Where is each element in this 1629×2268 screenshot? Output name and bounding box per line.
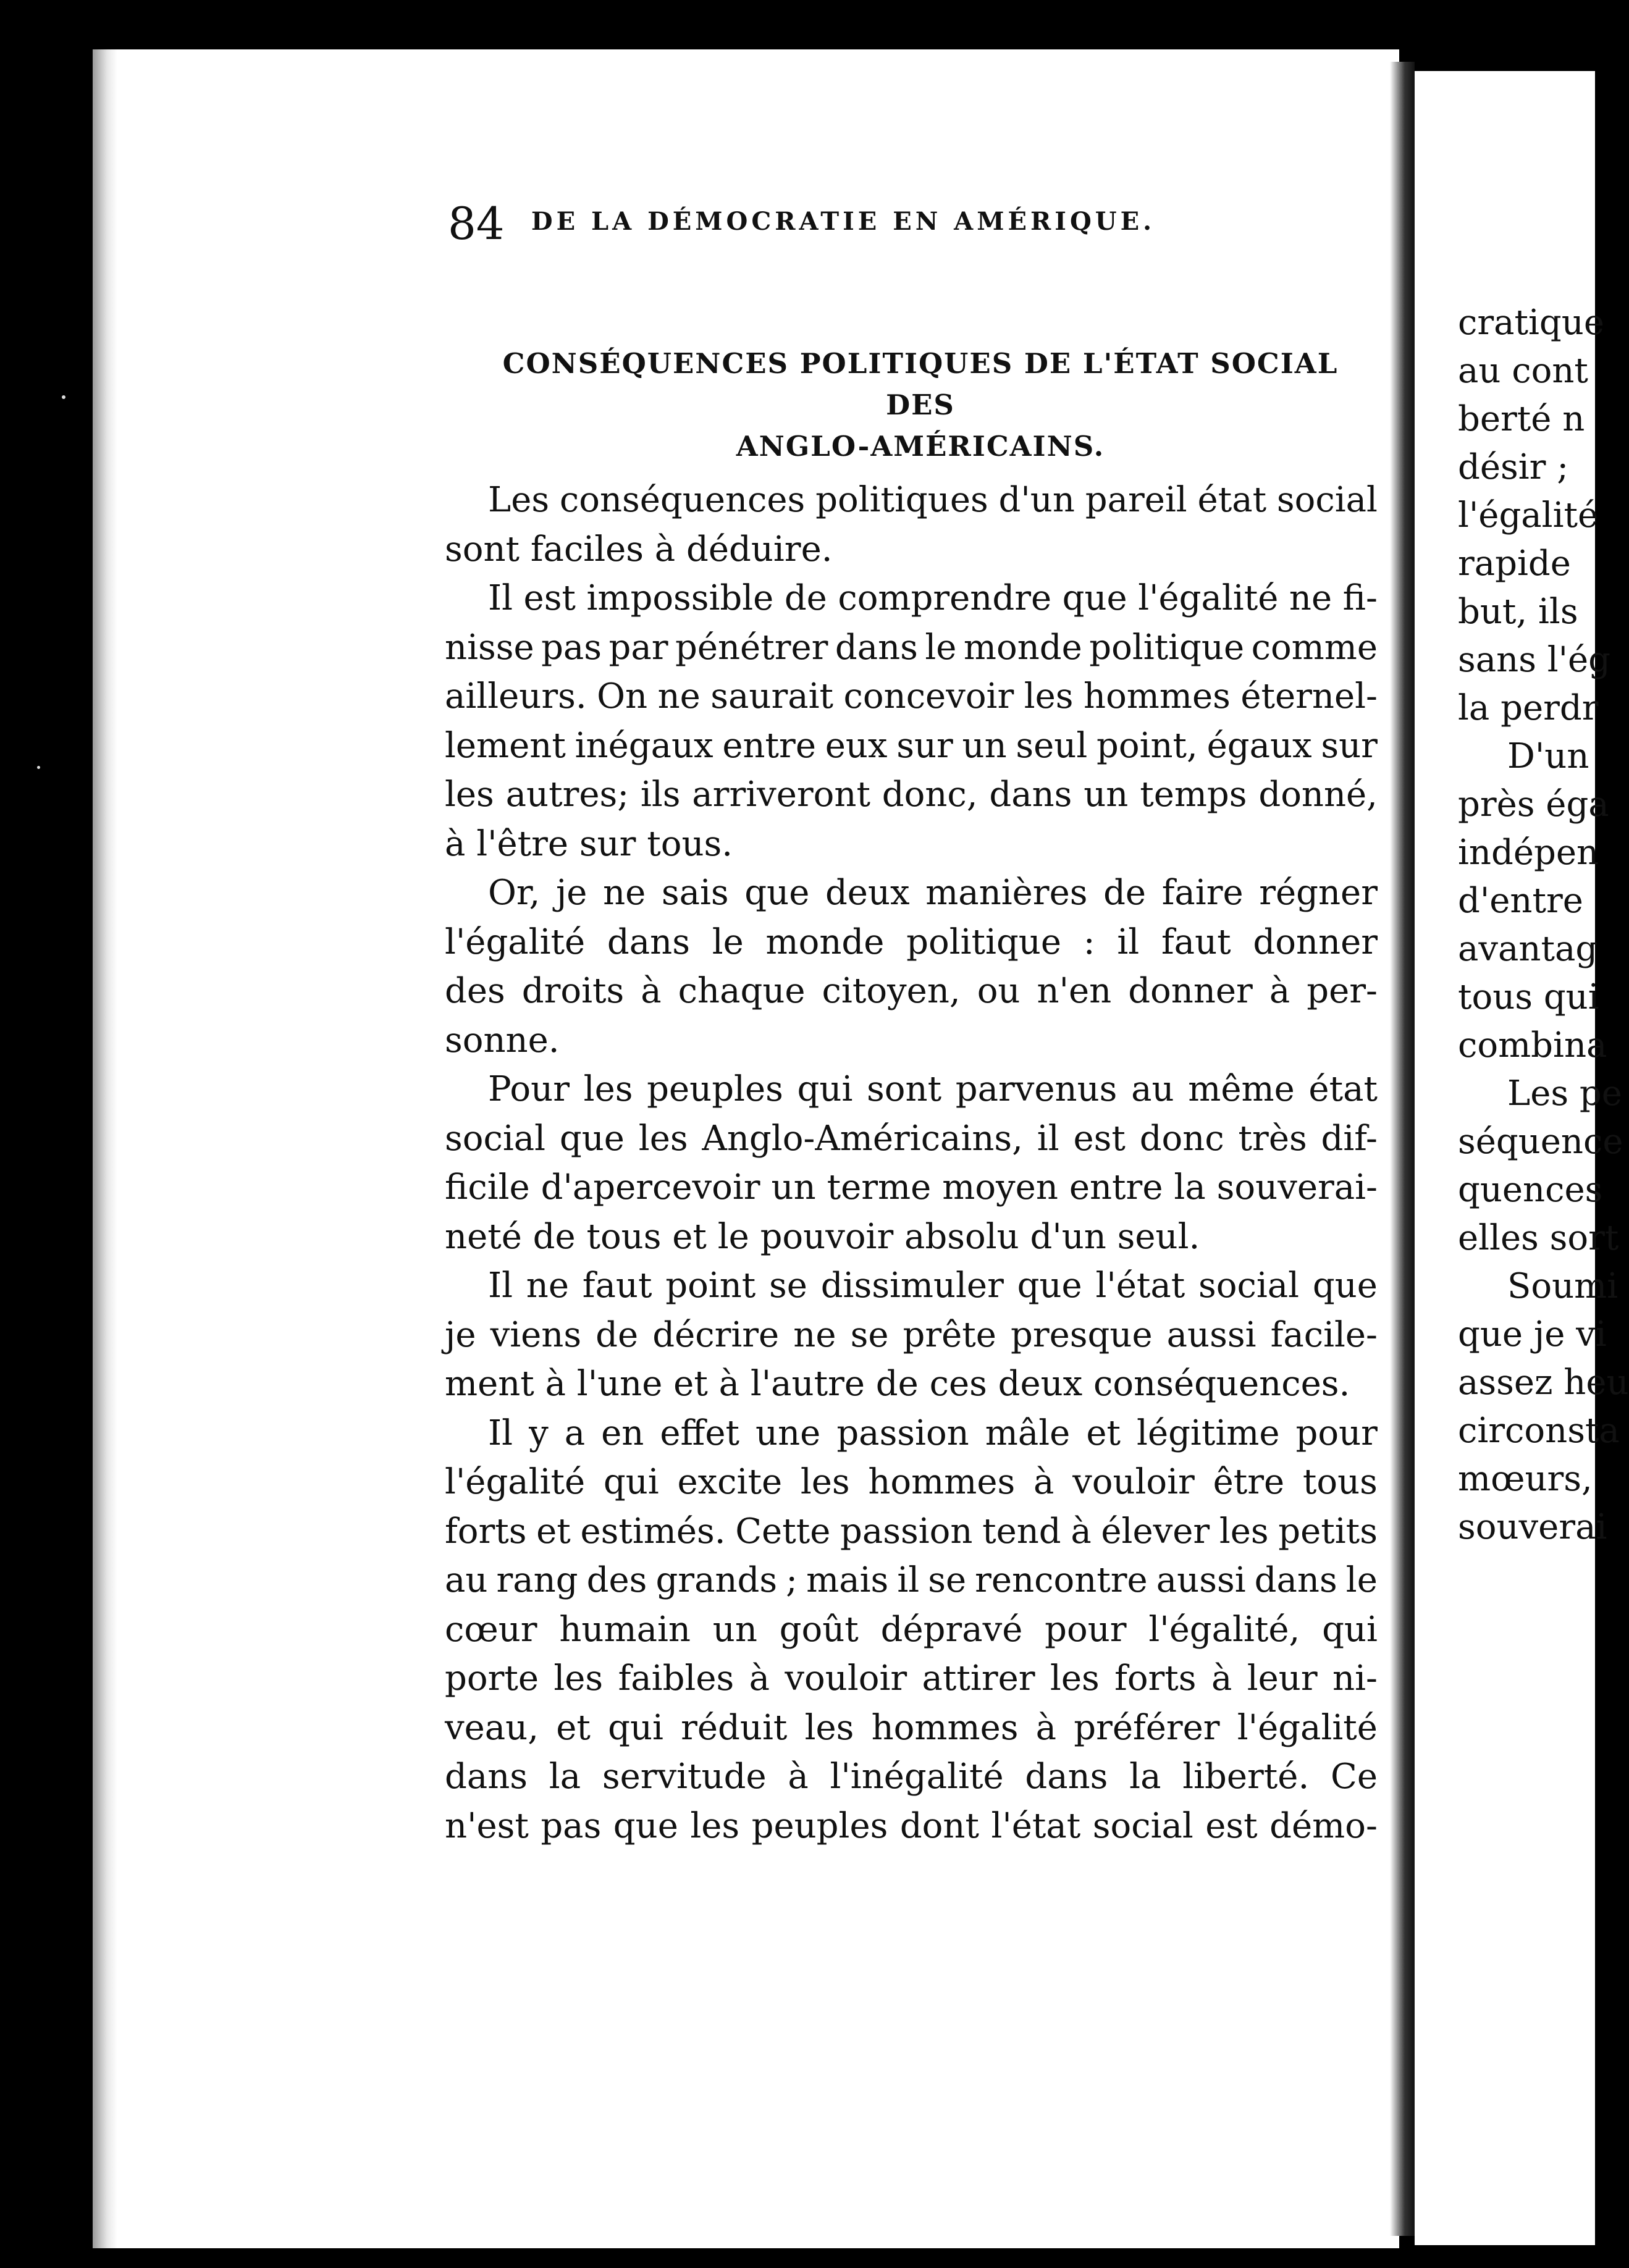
word: l'égalité <box>445 922 586 962</box>
word: ne <box>603 873 646 913</box>
word: qui <box>603 1462 659 1502</box>
text-line <box>445 1409 1378 1458</box>
word: élever <box>1101 1511 1210 1552</box>
word: droits <box>521 971 625 1011</box>
text-line: cratique <box>1458 303 1604 343</box>
word: à <box>788 1757 809 1797</box>
word: prête <box>903 1314 996 1355</box>
word: mâle <box>985 1413 1071 1453</box>
text-line: berté n <box>1458 399 1585 439</box>
word: état <box>1197 480 1267 520</box>
section-title-line: ANGLO-AMÉRICAINS. <box>736 430 1105 463</box>
word: manières <box>925 873 1088 913</box>
word: ou <box>977 971 1021 1011</box>
word: comprendre <box>838 578 1052 618</box>
section-title <box>494 343 1347 467</box>
word: social <box>1276 480 1378 520</box>
word: et <box>1086 1413 1121 1453</box>
word: citoyen, <box>822 971 961 1011</box>
word: servitude <box>602 1757 767 1797</box>
word: rang <box>496 1560 578 1600</box>
word: réduit <box>681 1707 788 1748</box>
word: dans <box>445 1757 528 1797</box>
word: saurait <box>710 676 834 716</box>
word: démo- <box>1269 1805 1378 1846</box>
text-line <box>445 1311 1378 1360</box>
text-line <box>445 967 1378 1016</box>
word: de <box>1103 873 1147 913</box>
word: des <box>586 1560 647 1600</box>
word: lement <box>445 725 566 766</box>
word: a <box>564 1413 586 1453</box>
word: social <box>1198 1266 1300 1306</box>
word: aussi <box>1156 1560 1246 1600</box>
word: impossible <box>586 578 774 618</box>
word: humain <box>559 1609 691 1650</box>
text-line <box>445 1507 1378 1556</box>
word: conséquences <box>559 480 806 520</box>
word: dif- <box>1321 1118 1378 1159</box>
word: Ce <box>1331 1757 1378 1797</box>
word: régner <box>1259 873 1378 913</box>
text-line <box>445 1802 1378 1851</box>
text-line <box>445 1163 1378 1212</box>
word: à <box>1033 1462 1054 1502</box>
text-line: sans l'ég <box>1458 640 1611 680</box>
word: ils <box>640 775 681 815</box>
word: dépravé <box>880 1609 1023 1650</box>
word: à <box>749 1658 770 1699</box>
word: ne <box>526 1266 570 1306</box>
text-line <box>445 770 1378 820</box>
word: donné, <box>1258 775 1378 815</box>
word: éternel- <box>1240 676 1378 716</box>
word: comme <box>1251 627 1378 668</box>
word: ne <box>657 676 701 716</box>
word: ; <box>786 1560 798 1600</box>
word: à <box>641 971 662 1011</box>
word: au <box>445 1560 488 1600</box>
word: la <box>1129 1757 1161 1797</box>
text-line <box>445 721 1378 771</box>
word: pas <box>541 1805 602 1846</box>
word: n'est <box>445 1805 529 1846</box>
book-gutter <box>1390 62 1415 2236</box>
word: ficile <box>445 1167 530 1208</box>
text-line: la perdr <box>1458 688 1599 728</box>
text-line: sont faciles à déduire. <box>445 529 833 569</box>
text-line <box>445 1752 1378 1802</box>
word: les <box>1050 1658 1100 1699</box>
word: ailleurs. <box>445 676 587 716</box>
word: point <box>665 1266 756 1306</box>
word: que <box>559 1118 625 1159</box>
word: il <box>1117 922 1140 962</box>
text-line: au cont <box>1458 351 1588 391</box>
word: vouloir <box>1072 1462 1195 1502</box>
word: moyen <box>942 1167 1058 1208</box>
word: l'égalité, <box>1148 1609 1300 1650</box>
word: pas <box>541 627 602 668</box>
word: eux <box>825 725 888 766</box>
page-number: 84 <box>448 198 505 250</box>
word: social <box>445 1118 546 1159</box>
word: sais <box>661 873 729 913</box>
word: On <box>597 676 648 716</box>
text-line: tous qui <box>1458 977 1599 1017</box>
word: point, <box>1097 725 1198 766</box>
word: faibles <box>618 1658 735 1699</box>
word: l'égalité <box>445 1462 586 1502</box>
word: liberté. <box>1182 1757 1310 1797</box>
text-line: désir ; <box>1458 447 1569 487</box>
word: pour <box>1045 1609 1127 1650</box>
section-title-line: CONSÉQUENCES POLITIQUES DE L'ÉTAT SOCIAL DES <box>502 347 1339 421</box>
word: ne <box>1289 578 1332 618</box>
word: un <box>962 725 1007 766</box>
word: les <box>690 1805 740 1846</box>
word: monde <box>765 922 885 962</box>
word: cœur <box>445 1609 537 1650</box>
word: passion <box>840 1511 973 1552</box>
text-line: quences <box>1458 1170 1603 1210</box>
word: Or, <box>488 873 541 913</box>
word: faire <box>1161 873 1244 913</box>
dust-speck <box>37 766 40 769</box>
word: à <box>1269 971 1290 1011</box>
text-line: Les pe <box>1507 1073 1622 1114</box>
word: attirer <box>922 1658 1035 1699</box>
word: préférer <box>1074 1707 1220 1748</box>
text-line <box>445 1605 1378 1655</box>
word: hommes <box>871 1707 1019 1748</box>
text-line <box>445 1065 1378 1114</box>
text-line: l'égalité <box>1458 495 1599 536</box>
word: mais <box>806 1560 889 1600</box>
word: leur <box>1247 1658 1318 1699</box>
word: concevoir <box>843 676 1014 716</box>
word: qui <box>1322 1609 1378 1650</box>
word: il <box>1037 1118 1059 1159</box>
word: se <box>928 1560 967 1600</box>
word: dont <box>899 1805 979 1846</box>
text-line: combina <box>1458 1025 1607 1065</box>
text-line: Soumi <box>1507 1266 1618 1306</box>
word: forts <box>1114 1658 1197 1699</box>
word: à <box>1211 1658 1232 1699</box>
text-line: près éga <box>1458 784 1609 825</box>
word: politique <box>1089 627 1245 668</box>
word: les <box>804 1707 854 1748</box>
word: les <box>554 1658 604 1699</box>
word: sur <box>1321 725 1378 766</box>
word: Les <box>488 480 550 520</box>
text-line <box>445 574 1378 623</box>
word: estimés. <box>580 1511 726 1552</box>
word: petits <box>1278 1511 1378 1552</box>
word: que <box>613 1805 678 1846</box>
word: donc, <box>882 775 978 815</box>
word: seul <box>1016 725 1088 766</box>
text-line <box>445 918 1378 967</box>
word: autres; <box>505 775 629 815</box>
word: tous <box>1302 1462 1378 1502</box>
text-line <box>445 1261 1378 1311</box>
word: chaque <box>678 971 806 1011</box>
word: par <box>608 627 668 668</box>
word: même <box>1188 1069 1295 1109</box>
word: inégaux <box>575 725 713 766</box>
word: d'un <box>998 480 1075 520</box>
word: aussi <box>1166 1314 1256 1355</box>
word: faut <box>582 1266 652 1306</box>
text-line <box>445 476 1378 525</box>
word: de <box>596 1314 639 1355</box>
word: dans <box>1254 1560 1337 1600</box>
word: se <box>850 1314 889 1355</box>
word: grands <box>655 1560 778 1600</box>
word: per- <box>1307 971 1378 1011</box>
word: décrire <box>652 1314 780 1355</box>
word: être <box>1213 1462 1285 1502</box>
word: en <box>601 1413 644 1453</box>
text-line <box>445 1703 1378 1753</box>
text-line: à l'être sur tous. <box>445 823 733 864</box>
word: viens <box>490 1314 582 1355</box>
word: la <box>549 1757 581 1797</box>
word: forts <box>445 1511 527 1552</box>
word: porte <box>445 1658 539 1699</box>
right-page-partial <box>1415 71 1629 2245</box>
word: les <box>1219 1511 1269 1552</box>
word: passion <box>836 1413 969 1453</box>
text-line <box>445 1458 1378 1507</box>
text-line <box>445 672 1378 721</box>
word: le <box>712 922 744 962</box>
word: n'en <box>1037 971 1112 1011</box>
word: que <box>1312 1266 1378 1306</box>
word: goût <box>779 1609 859 1650</box>
word: faut <box>1161 922 1231 962</box>
word: l'égalité <box>1237 1707 1378 1748</box>
text-line <box>445 1654 1378 1703</box>
text-line: but, ils <box>1458 592 1578 632</box>
word: ne <box>793 1314 836 1355</box>
word: effet <box>660 1413 739 1453</box>
word: les <box>445 775 494 815</box>
word: état <box>1308 1069 1378 1109</box>
word: sont <box>867 1069 942 1109</box>
word: vouloir <box>785 1658 907 1699</box>
text-line: elles sort <box>1458 1218 1619 1258</box>
word: excite <box>677 1462 783 1502</box>
word: un <box>1084 775 1129 815</box>
text-line <box>445 868 1378 918</box>
text-line: souverai <box>1458 1507 1607 1547</box>
text-line: indépen <box>1458 833 1599 873</box>
text-line: avantag <box>1458 929 1598 969</box>
word: dans <box>1025 1757 1108 1797</box>
word: se <box>769 1266 807 1306</box>
word: que <box>1017 1266 1082 1306</box>
word: est <box>523 578 576 618</box>
word: entre <box>722 725 816 766</box>
word: les <box>800 1462 850 1502</box>
word: social <box>1092 1805 1193 1846</box>
word: Anglo-Américains, <box>702 1118 1023 1159</box>
word: pareil <box>1085 480 1187 520</box>
word: y <box>529 1413 549 1453</box>
running-head: DE LA DÉMOCRATIE EN AMÉRIQUE. <box>531 207 1156 236</box>
word: temps <box>1140 775 1247 815</box>
text-line: séquence <box>1458 1122 1623 1162</box>
word: très <box>1238 1118 1307 1159</box>
word: les <box>583 1069 633 1109</box>
word: est <box>1073 1118 1126 1159</box>
word: que <box>1062 578 1127 618</box>
text-line: ment à l'une et à l'autre de ces deux conséquences. <box>445 1364 1350 1404</box>
word: à <box>1071 1511 1092 1552</box>
word: la <box>1174 1167 1206 1208</box>
word: souverai- <box>1216 1167 1378 1208</box>
text-line <box>445 623 1378 673</box>
text-line: rapide <box>1458 544 1571 584</box>
word: dans <box>989 775 1072 815</box>
word: pour <box>1295 1413 1378 1453</box>
word: au <box>1131 1069 1174 1109</box>
word: hommes <box>868 1462 1016 1502</box>
word: monde <box>963 627 1082 668</box>
word: ni- <box>1332 1658 1378 1699</box>
word: : <box>1083 922 1095 962</box>
word: fi- <box>1342 578 1378 618</box>
word: peuples <box>751 1805 888 1846</box>
text-line: mœurs, <box>1458 1459 1593 1499</box>
word: veau, <box>445 1707 539 1748</box>
word: pénétrer <box>675 627 828 668</box>
word: l'inégalité <box>830 1757 1004 1797</box>
body-text <box>445 476 1378 1850</box>
word: arriveront <box>692 775 870 815</box>
word: dans <box>607 922 690 962</box>
word: politique <box>906 922 1061 962</box>
word: des <box>445 971 505 1011</box>
word: facile- <box>1270 1314 1378 1355</box>
word: Pour <box>488 1069 570 1109</box>
page-edge-shadow <box>93 49 117 2248</box>
word: je <box>445 1314 476 1355</box>
word: Il <box>488 1266 513 1306</box>
text-line <box>445 1556 1378 1605</box>
word: politiques <box>815 480 988 520</box>
word: je <box>555 873 587 913</box>
word: hommes <box>1084 676 1231 716</box>
word: une <box>756 1413 821 1453</box>
word: il <box>897 1560 920 1600</box>
text-line: D'un <box>1507 736 1589 776</box>
word: qui <box>797 1069 853 1109</box>
word: nisse <box>445 627 534 668</box>
text-line: que je vi <box>1458 1314 1607 1354</box>
word: l'état <box>1095 1266 1185 1306</box>
word: donc <box>1139 1118 1224 1159</box>
word: Il <box>488 578 513 618</box>
text-line: d'entre <box>1458 881 1583 921</box>
word: peuples <box>647 1069 783 1109</box>
word: légitime <box>1137 1413 1280 1453</box>
word: dissimuler <box>820 1266 1004 1306</box>
word: donner <box>1253 922 1378 962</box>
word: dans <box>835 627 918 668</box>
word: un <box>712 1609 757 1650</box>
word: que <box>744 873 810 913</box>
word: deux <box>825 873 910 913</box>
word: égaux <box>1206 725 1312 766</box>
word: qui <box>608 1707 663 1748</box>
word: le <box>1345 1560 1378 1600</box>
word: d'apercevoir <box>541 1167 760 1208</box>
text-line: assez heu <box>1458 1363 1629 1403</box>
word: l'état <box>991 1805 1081 1846</box>
word: l'égalité <box>1138 578 1279 618</box>
word: Il <box>488 1413 513 1453</box>
word: rencontre <box>975 1560 1148 1600</box>
word: les <box>638 1118 688 1159</box>
word: donner <box>1128 971 1253 1011</box>
word: et <box>556 1707 591 1748</box>
word: est <box>1205 1805 1258 1846</box>
word: de <box>784 578 827 618</box>
text-line <box>445 1114 1378 1164</box>
word: terme <box>827 1167 932 1208</box>
dust-speck <box>62 395 65 399</box>
word: presque <box>1011 1314 1153 1355</box>
word: entre <box>1069 1167 1163 1208</box>
word: Cette <box>735 1511 831 1552</box>
word: un <box>771 1167 816 1208</box>
word: tend <box>982 1511 1061 1552</box>
word: et <box>536 1511 571 1552</box>
text-line: neté de tous et le pouvoir absolu d'un seul. <box>445 1216 1200 1257</box>
word: les <box>1024 676 1074 716</box>
word: parvenus <box>955 1069 1118 1109</box>
word: à <box>1035 1707 1057 1748</box>
word: le <box>925 627 957 668</box>
word: sur <box>896 725 953 766</box>
text-line: circonsta <box>1458 1411 1620 1451</box>
text-line: sonne. <box>445 1020 560 1060</box>
